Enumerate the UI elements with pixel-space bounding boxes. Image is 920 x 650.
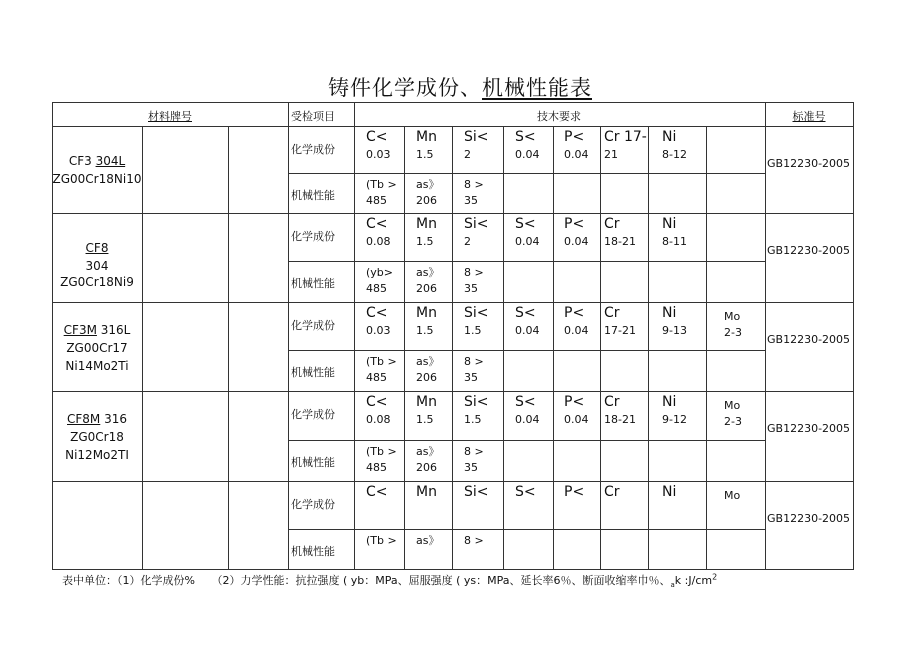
- cell-divider: [354, 391, 355, 481]
- mech-value: 485: [366, 282, 387, 295]
- mech-property: 8 >: [464, 178, 484, 191]
- cell-divider: [600, 302, 601, 391]
- mech-property: 8 >: [464, 534, 484, 547]
- header-standard: 标准号: [792, 110, 826, 123]
- chem-element: C<: [366, 305, 388, 321]
- mech-value: 206: [416, 194, 437, 207]
- page-title: 铸件化学成份、机械性能表: [328, 76, 592, 100]
- cell-divider: [706, 213, 707, 302]
- chem-element: Mn: [416, 394, 437, 410]
- chem-value: 1.5: [464, 413, 482, 426]
- cell-divider: [228, 481, 229, 569]
- chem-element: Cr: [604, 216, 620, 232]
- cell-divider: [648, 481, 649, 569]
- standard-number: GB12230-2005: [767, 512, 851, 525]
- header-material: 材料牌号: [148, 110, 192, 123]
- chem-value: 21: [604, 148, 618, 161]
- chem-element: S<: [515, 129, 536, 145]
- material-name: 304 ZG0Cr18Ni9: [60, 259, 134, 289]
- chem-element: C<: [366, 394, 388, 410]
- cell-divider: [452, 302, 453, 391]
- mech-value: 485: [366, 194, 387, 207]
- cell-divider: [452, 213, 453, 302]
- mech-value: 206: [416, 282, 437, 295]
- chem-value: 0.04: [515, 148, 540, 161]
- cell-divider: [354, 126, 355, 213]
- cell-divider: [706, 126, 707, 213]
- header-item: 受检项目: [291, 110, 335, 123]
- cell-divider: [288, 126, 289, 213]
- cell-divider: [600, 391, 601, 481]
- chem-value: 1.5: [464, 324, 482, 337]
- material-name: ZG0Cr18: [70, 430, 124, 444]
- header-divider: [765, 102, 766, 126]
- chem-label: 化学成份: [291, 319, 335, 332]
- chem-value: 8-11: [662, 235, 687, 248]
- chem-value: 2-3: [724, 415, 742, 428]
- chem-value: 2-3: [724, 326, 742, 339]
- cell-divider: [706, 302, 707, 391]
- mech-property: as》: [416, 445, 440, 458]
- chem-element: Cr: [604, 394, 620, 410]
- chem-element: Si<: [464, 394, 489, 410]
- mech-property: as》: [416, 534, 440, 547]
- cell-divider: [354, 302, 355, 391]
- chem-element: C<: [366, 129, 388, 145]
- mech-label: 机械性能: [291, 456, 335, 469]
- chem-label: 化学成份: [291, 230, 335, 243]
- chem-label: 化学成份: [291, 408, 335, 421]
- cell-divider: [553, 391, 554, 481]
- mech-property: 8 >: [464, 355, 484, 368]
- standard-number: GB12230-2005: [767, 422, 851, 435]
- row-divider: [52, 302, 854, 303]
- cell-divider: [142, 302, 143, 391]
- chem-element: Mn: [416, 216, 437, 232]
- table-top-border: [52, 102, 854, 103]
- chem-label: 化学成份: [291, 498, 335, 511]
- standard-number: GB12230-2005: [767, 244, 851, 257]
- standard-number: GB12230-2005: [767, 333, 851, 346]
- chem-element: Si<: [464, 484, 489, 500]
- cell-divider: [404, 126, 405, 213]
- chem-label: 化学成份: [291, 143, 335, 156]
- cell-divider: [288, 391, 289, 481]
- cell-divider: [288, 213, 289, 302]
- mech-property: as》: [416, 178, 440, 191]
- row-divider: [52, 569, 854, 570]
- cell-divider: [452, 126, 453, 213]
- chem-value: 17-21: [604, 324, 636, 337]
- row-split: [288, 440, 765, 441]
- mech-property: as》: [416, 266, 440, 279]
- table-footnote: 表中单位：（1）化学成份% （2）力学性能：抗拉强度 ( yb：MPa、屈服强度 ( ys：MPa、延长率6％、断面收缩率巾％、$_a$k $:J/cm^2$: [62, 572, 718, 590]
- material-name: ZG00Cr17: [66, 341, 128, 355]
- chem-element: Si<: [464, 129, 489, 145]
- chem-element: P<: [564, 216, 585, 232]
- chem-element: Mn: [416, 305, 437, 321]
- mech-property: (Tb >: [366, 534, 397, 547]
- row-divider: [52, 213, 854, 214]
- chem-element: Mo: [724, 489, 741, 502]
- chem-value: 2: [464, 148, 471, 161]
- cell-divider: [553, 481, 554, 569]
- chem-element: Mn: [416, 129, 437, 145]
- chem-value: 0.04: [564, 413, 589, 426]
- mech-label: 机械性能: [291, 189, 335, 202]
- chem-element: Cr 17-: [604, 129, 647, 145]
- chem-value: 0.03: [366, 148, 391, 161]
- mech-value: 35: [464, 282, 478, 295]
- chem-element: P<: [564, 305, 585, 321]
- header-tech: 技木要求: [537, 110, 581, 123]
- material-name: CF3M 316L: [63, 323, 131, 337]
- cell-divider: [553, 126, 554, 213]
- cell-divider: [228, 213, 229, 302]
- cell-divider: [600, 213, 601, 302]
- chem-value: 0.04: [564, 235, 589, 248]
- cell-divider: [142, 481, 143, 569]
- chem-value: 0.03: [366, 324, 391, 337]
- cell-divider: [648, 302, 649, 391]
- cell-divider: [503, 213, 504, 302]
- chem-value: 1.5: [416, 324, 434, 337]
- chem-value: 0.08: [366, 413, 391, 426]
- chem-element: Ni: [662, 394, 677, 410]
- mech-value: 485: [366, 371, 387, 384]
- chem-value: 18-21: [604, 235, 636, 248]
- chem-element: Ni: [662, 484, 677, 500]
- chem-element: Ni: [662, 305, 677, 321]
- row-divider: [52, 481, 854, 482]
- cell-divider: [765, 391, 766, 481]
- cell-divider: [600, 126, 601, 213]
- chem-value: 18-21: [604, 413, 636, 426]
- cell-divider: [354, 213, 355, 302]
- chem-element: Cr: [604, 484, 620, 500]
- cell-divider: [228, 302, 229, 391]
- material-name: CF8M 316: [67, 412, 127, 426]
- cell-divider: [503, 126, 504, 213]
- material-name: Ni12Mo2TI: [65, 448, 129, 462]
- cell-divider: [354, 481, 355, 569]
- cell-divider: [228, 126, 229, 213]
- mech-value: 35: [464, 461, 478, 474]
- row-divider: [52, 126, 854, 127]
- cell-divider: [228, 391, 229, 481]
- standard-number: GB12230-2005: [767, 157, 851, 170]
- chem-element: Si<: [464, 305, 489, 321]
- cell-divider: [648, 213, 649, 302]
- chem-element: S<: [515, 394, 536, 410]
- mech-property: (yb>: [366, 266, 394, 279]
- chem-element: Ni: [662, 129, 677, 145]
- chem-value: 0.04: [515, 235, 540, 248]
- chem-element: Ni: [662, 216, 677, 232]
- cell-divider: [706, 391, 707, 481]
- chem-element: Cr: [604, 305, 620, 321]
- chem-value: 9-12: [662, 413, 687, 426]
- chem-value: 1.5: [416, 235, 434, 248]
- cell-divider: [706, 481, 707, 569]
- header-divider: [354, 102, 355, 126]
- chem-element: S<: [515, 216, 536, 232]
- chem-element: S<: [515, 305, 536, 321]
- cell-divider: [404, 391, 405, 481]
- chem-value: 0.08: [366, 235, 391, 248]
- mech-value: 35: [464, 371, 478, 384]
- material-name: CF3 304L: [68, 154, 126, 168]
- cell-divider: [142, 126, 143, 213]
- chem-element: P<: [564, 129, 585, 145]
- cell-divider: [765, 213, 766, 302]
- chem-element: C<: [366, 484, 388, 500]
- cell-divider: [452, 481, 453, 569]
- header-divider: [288, 102, 289, 126]
- cell-divider: [503, 302, 504, 391]
- row-split: [288, 173, 765, 174]
- cell-divider: [452, 391, 453, 481]
- mech-property: 8 >: [464, 445, 484, 458]
- mech-value: 485: [366, 461, 387, 474]
- chem-element: P<: [564, 484, 585, 500]
- mech-property: (Tb >: [366, 178, 397, 191]
- mech-label: 机械性能: [291, 277, 335, 290]
- row-split: [288, 261, 765, 262]
- chem-value: 2: [464, 235, 471, 248]
- chem-element: Mo: [724, 399, 741, 412]
- row-split: [288, 350, 765, 351]
- chem-element: Si<: [464, 216, 489, 232]
- chem-value: 0.04: [515, 413, 540, 426]
- chem-value: 0.04: [564, 148, 589, 161]
- cell-divider: [288, 302, 289, 391]
- chem-value: 1.5: [416, 413, 434, 426]
- cell-divider: [553, 213, 554, 302]
- cell-divider: [404, 213, 405, 302]
- cell-divider: [142, 213, 143, 302]
- chem-element: C<: [366, 216, 388, 232]
- material-name: CF8: [85, 241, 109, 255]
- material-name: Ni14Mo2Ti: [65, 359, 129, 373]
- mech-property: as》: [416, 355, 440, 368]
- cell-divider: [765, 126, 766, 213]
- cell-divider: [142, 391, 143, 481]
- chem-element: Mn: [416, 484, 437, 500]
- mech-label: 机械性能: [291, 545, 335, 558]
- cell-divider: [648, 126, 649, 213]
- cell-divider: [765, 302, 766, 391]
- chem-element: Mo: [724, 310, 741, 323]
- cell-divider: [600, 481, 601, 569]
- mech-value: 35: [464, 194, 478, 207]
- table-right-border: [853, 102, 854, 569]
- mech-label: 机械性能: [291, 366, 335, 379]
- cell-divider: [404, 302, 405, 391]
- cell-divider: [765, 481, 766, 569]
- cell-divider: [503, 391, 504, 481]
- mech-value: 206: [416, 371, 437, 384]
- chem-element: P<: [564, 394, 585, 410]
- chem-element: S<: [515, 484, 536, 500]
- material-name: ZG00Cr18Ni10: [52, 172, 142, 186]
- mech-property: (Tb >: [366, 355, 397, 368]
- cell-divider: [404, 481, 405, 569]
- chem-value: 0.04: [564, 324, 589, 337]
- cell-divider: [648, 391, 649, 481]
- chem-value: 0.04: [515, 324, 540, 337]
- row-split: [288, 529, 765, 530]
- mech-property: (Tb >: [366, 445, 397, 458]
- row-divider: [52, 391, 854, 392]
- cell-divider: [288, 481, 289, 569]
- mech-value: 206: [416, 461, 437, 474]
- chem-value: 8-12: [662, 148, 687, 161]
- chem-value: 9-13: [662, 324, 687, 337]
- mech-property: 8 >: [464, 266, 484, 279]
- cell-divider: [553, 302, 554, 391]
- chem-value: 1.5: [416, 148, 434, 161]
- cell-divider: [503, 481, 504, 569]
